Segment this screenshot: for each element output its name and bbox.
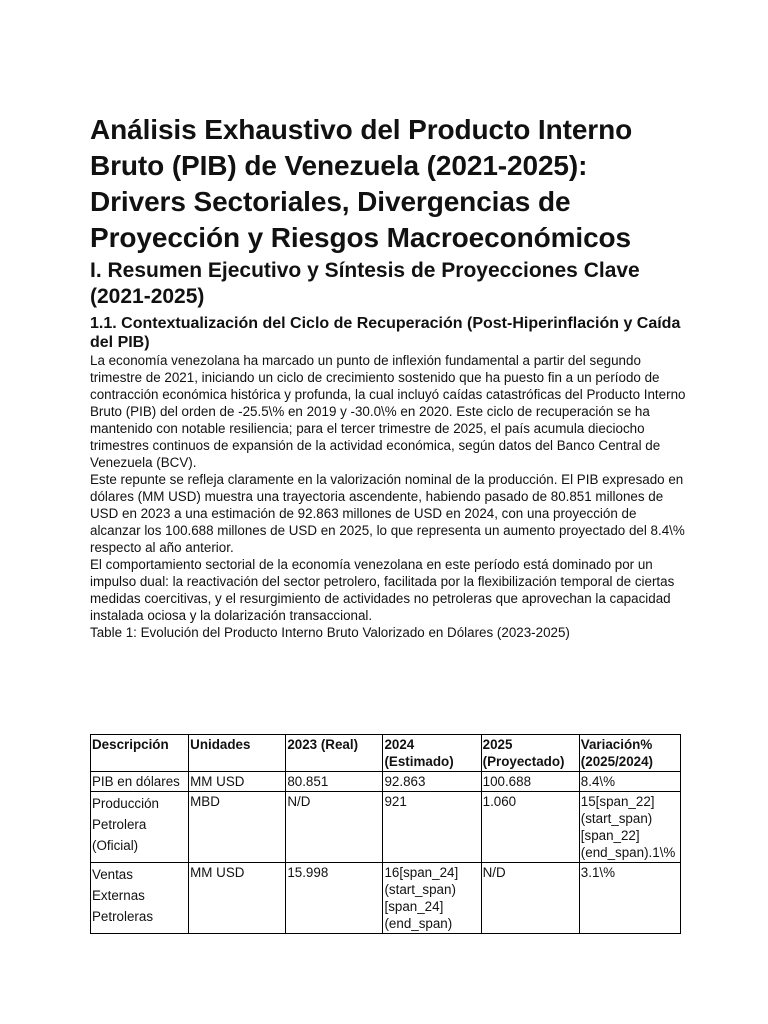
table-cell: MBD — [189, 792, 286, 863]
table-cell: 15.998 — [286, 863, 383, 934]
table-cell: N/D — [286, 792, 383, 863]
document-page — [90, 112, 690, 931]
gdp-table — [90, 734, 681, 934]
table-cell: 80.851 — [286, 772, 383, 792]
table-cell: 8.4\% — [579, 772, 680, 792]
table-cell: PIB en dólares — [91, 772, 189, 792]
header-2025: 2025 (Proyectado) — [481, 735, 579, 772]
table-cell: 92.863 — [383, 772, 481, 792]
table-cell: Producción Petrolera (Oficial) — [91, 792, 189, 863]
paragraph-2: Este repunte se refleja claramente en la valorización nominal de la producción. El PIB expresado en dólares (MM USD) muestra una trayectoria ascendente, habiendo pasado de 80.851 millones de USD en 2023 a una estimación de 92.863 millones de USD en 2024, con una proyección de alcanzar los 100.688 millones de USD en 2025, lo que representa un aumento proyectado del 8.4\% respecto al año anterior. — [90, 472, 685, 555]
header-unidades: Unidades — [189, 735, 286, 772]
subsection-title: 1.1. Contextualización del Ciclo de Recuperación (Post-Hiperinflación y Caída del PIB) — [90, 315, 681, 351]
table-cell: 16[span_24](start_span)[span_24](end_span) — [383, 863, 481, 934]
header-variacion: Variación% (2025/2024) — [579, 735, 680, 772]
table-row — [91, 863, 681, 934]
table-header-row — [91, 735, 681, 772]
header-2023: 2023 (Real) — [286, 735, 383, 772]
paragraph-1: La economía venezolana ha marcado un punto de inflexión fundamental a partir del segundo trimestre de 2021, iniciando un ciclo de crecimiento sostenido que ha puesto fin a un período de contracción económica histórica y profunda, la cual incluyó caídas catastróficas del Producto Interno Bruto (PIB) del orden de -25.5\% en 2019 y -30.0\% en 2020. Este ciclo de recuperación se ha mantenido con notable resiliencia; para el tercer trimestre de 2025, el país acumula dieciocho trimestres continuos de expansión de la actividad económica, según datos del Banco Central de Venezuela (BCV). — [90, 353, 686, 470]
table-cell: 100.688 — [481, 772, 579, 792]
table-cell: 15[span_22](start_span)[span_22](end_span).1\% — [579, 792, 680, 863]
header-descripcion: Descripción — [91, 735, 189, 772]
table-cell: Ventas Externas Petroleras — [91, 863, 189, 934]
header-2024: 2024 (Estimado) — [383, 735, 481, 772]
table-caption: Table 1: Evolución del Producto Interno Bruto Valorizado en Dólares (2023-2025) — [90, 625, 570, 640]
table-row — [91, 772, 681, 792]
section-title: I. Resumen Ejecutivo y Síntesis de Proyecciones Clave (2021-2025) — [90, 259, 640, 308]
table-cell: N/D — [481, 863, 579, 934]
paragraph-3: El comportamiento sectorial de la economía venezolana en este período está dominado por un impulso dual: la reactivación del sector petrolero, facilitada por la flexibilización temporal de ciertas medidas coercitivas, y el resurgimiento de actividades no petroleras que aprovechan la capacidad instalada ociosa y la dolarización transaccional. — [90, 557, 675, 623]
table-cell: MM USD — [189, 772, 286, 792]
table-row — [91, 792, 681, 863]
table-cell: 3.1\% — [579, 863, 680, 934]
document-title: Análisis Exhaustivo del Producto Interno Bruto (PIB) de Venezuela (2021-2025): Drivers Sectoriales, Divergencias de Proyección y Riesgos Macroeconómicos — [90, 114, 633, 253]
table-cell: 921 — [383, 792, 481, 863]
table-cell: 1.060 — [481, 792, 579, 863]
table-cell: MM USD — [189, 863, 286, 934]
